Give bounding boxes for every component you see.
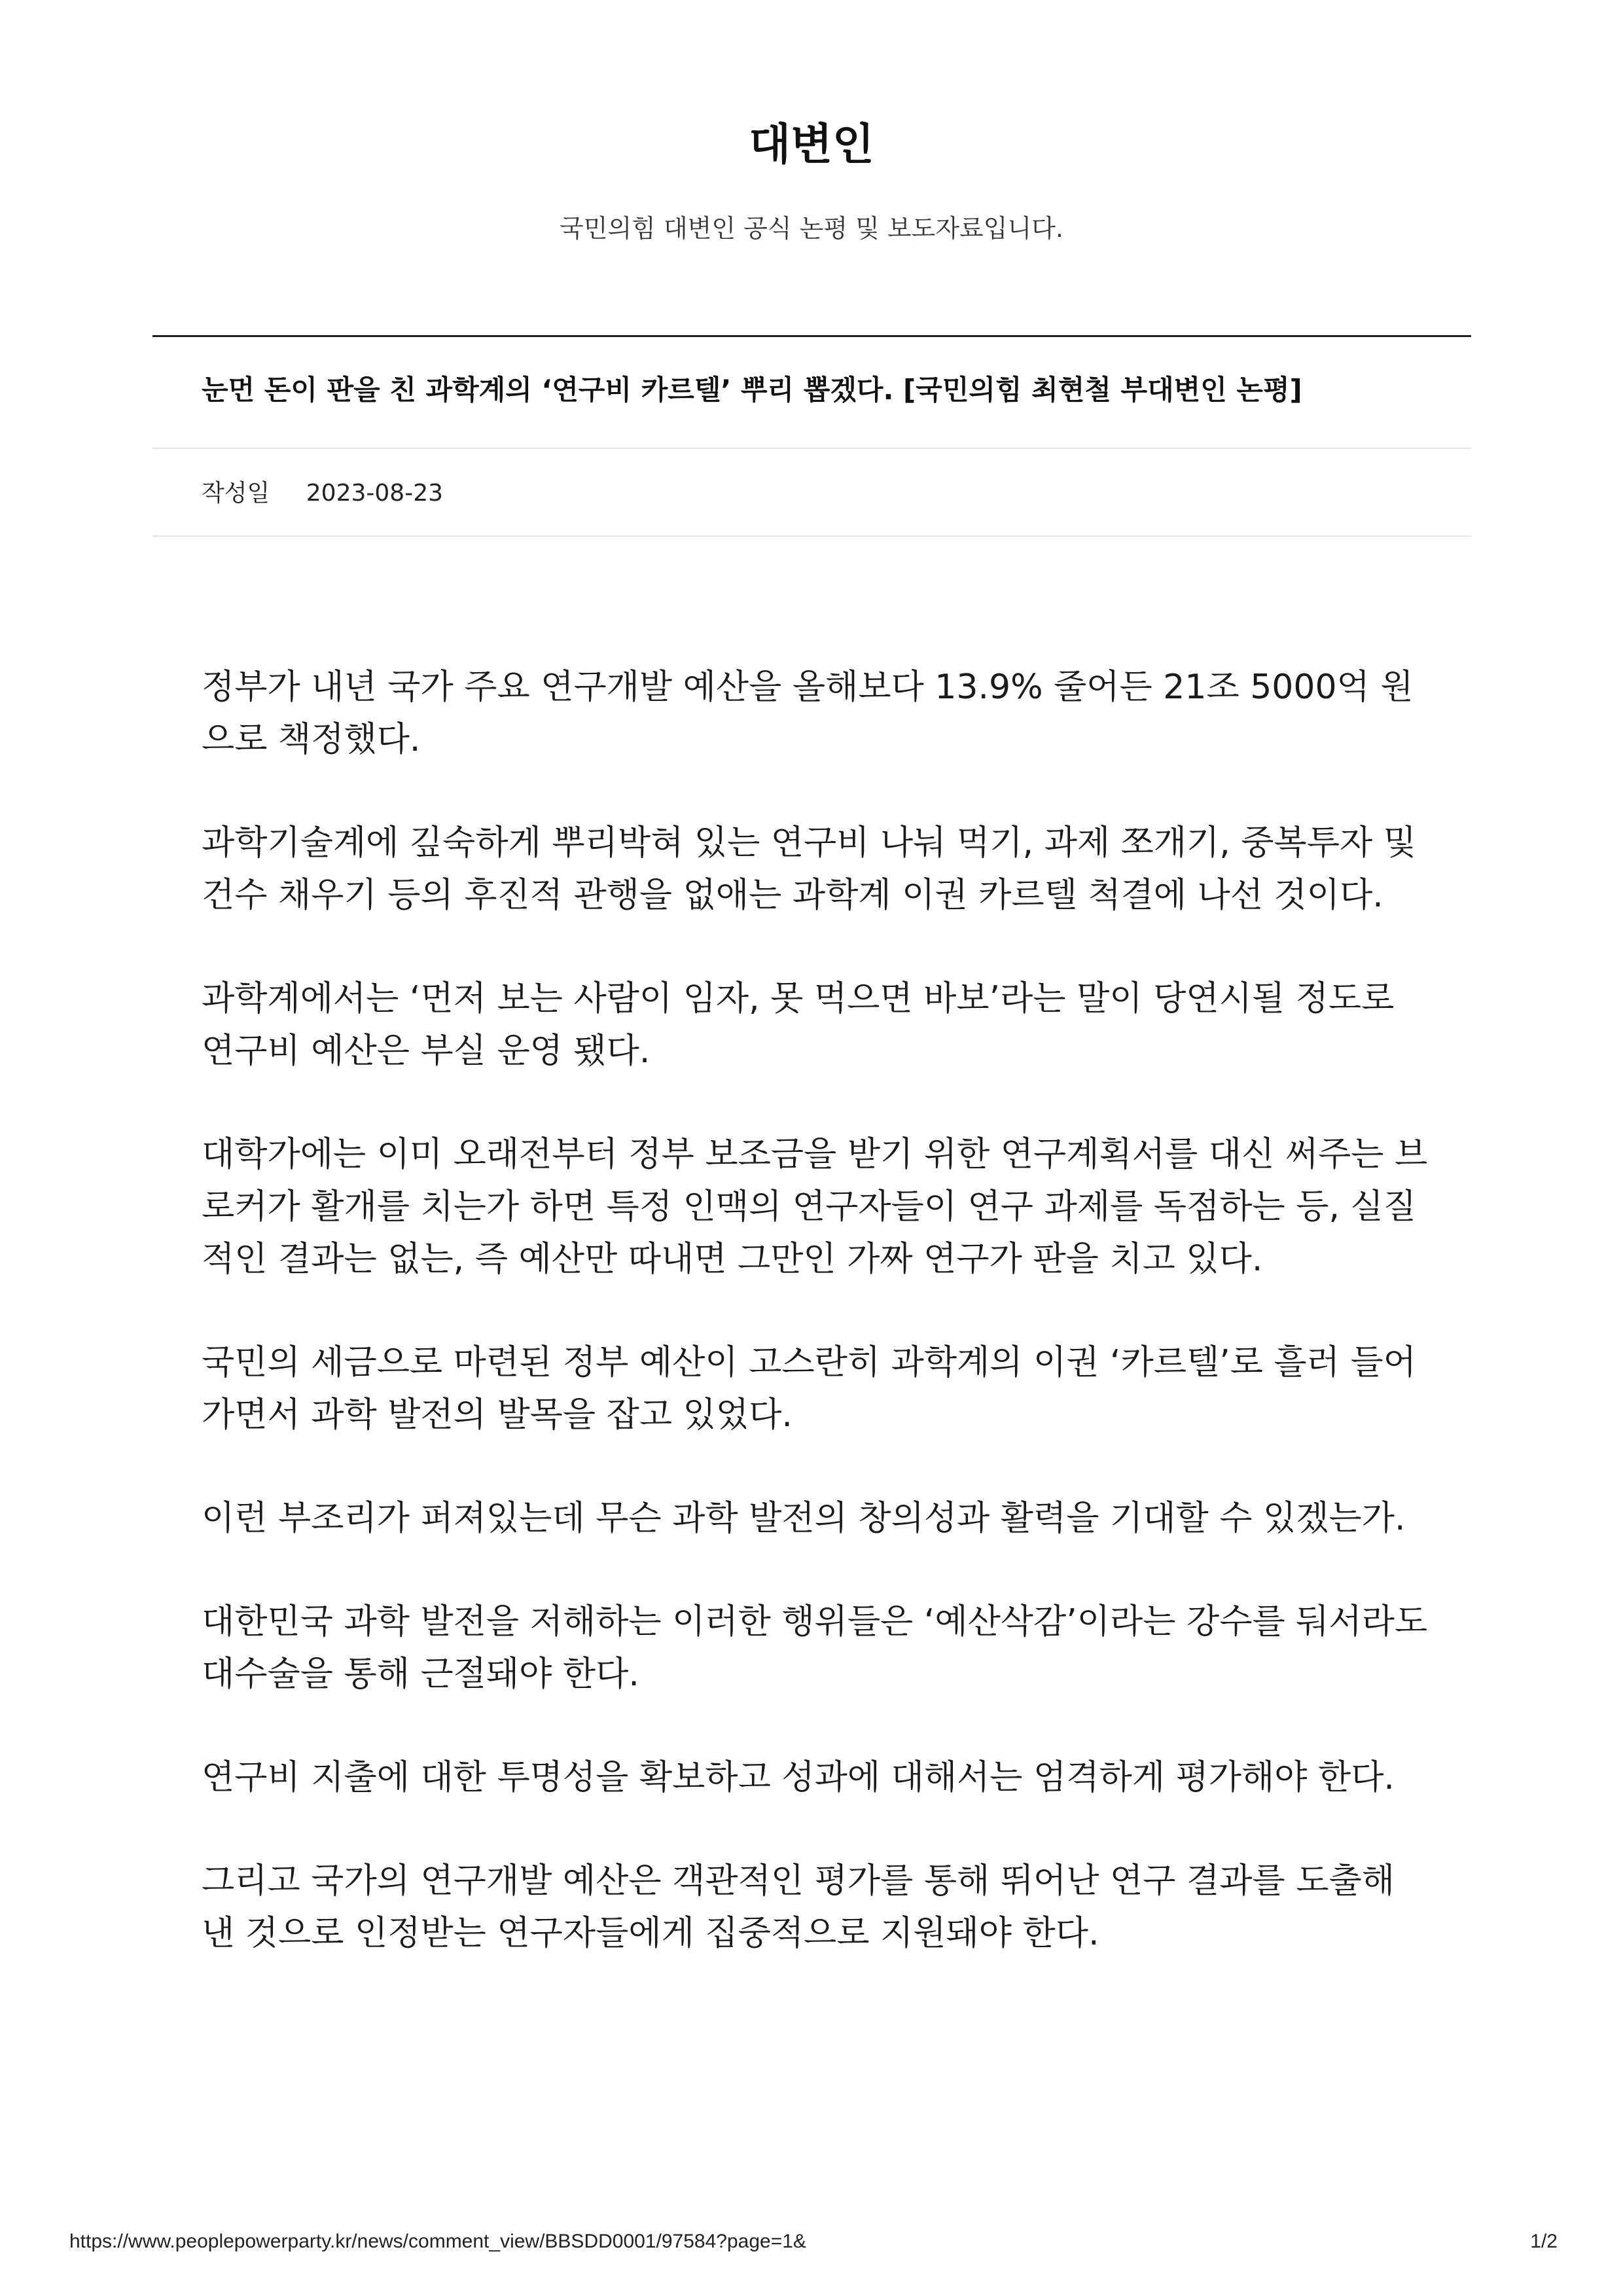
meta-divider <box>152 535 1471 537</box>
site-title: 대변인 <box>749 119 874 170</box>
footer-url: https://www.peoplepowerparty.kr/news/comment_view/BBSDD0001/97584?page=1& <box>69 2231 806 2252</box>
body-paragraph: 국민의 세금으로 마련된 정부 예산이 고스란히 과학계의 이권 ‘카르텔’로 흘러 들어가면서 과학 발전의 발목을 잡고 있었다. <box>202 1343 1417 1435</box>
page-number: 1/2 <box>1530 2231 1558 2252</box>
body-paragraph: 대한민국 과학 발전을 저해하는 이러한 행위들은 ‘예산삭감’이라는 강수를 둬서라도 대수술을 통해 근절돼야 한다. <box>202 1602 1428 1694</box>
body-paragraph: 이런 부조리가 퍼져있는데 무슨 과학 발전의 창의성과 활력을 기대할 수 있겠는가. <box>202 1499 1406 1538</box>
article-title: 눈먼 돈이 판을 친 과학계의 ‘연구비 카르텔’ 뿌리 뽑겠다. [국민의힘 최현철 부대변인 논평] <box>202 374 1302 406</box>
title-divider <box>152 448 1471 449</box>
date-value: 2023-08-23 <box>306 480 443 507</box>
body-paragraph: 연구비 지출에 대한 투명성을 확보하고 성과에 대해서는 엄격하게 평가해야 한다. <box>202 1758 1395 1797</box>
body-paragraph: 과학기술계에 깊숙하게 뿌리박혀 있는 연구비 나눠 먹기, 과제 쪼개기, 중복투자 및 건수 채우기 등의 후진적 관행을 없애는 과학계 이권 카르텔 척결에 나선 것이다. <box>202 823 1417 915</box>
date-label: 작성일 <box>202 480 270 507</box>
article-meta <box>202 478 443 509</box>
body-paragraph: 과학계에서는 ‘먼저 보는 사람이 임자, 못 먹으면 바보’라는 말이 당연시될 정도로 연구비 예산은 부실 운영 됐다. <box>202 979 1395 1071</box>
body-paragraph: 그리고 국가의 연구개발 예산은 객관적인 평가를 통해 뛰어난 연구 결과를 도출해 낸 것으로 인정받는 연구자들에게 집중적으로 지원돼야 한다. <box>202 1861 1395 1953</box>
article-body <box>202 661 1432 2011</box>
body-paragraph: 대학가에는 이미 오래전부터 정부 보조금을 받기 위한 연구계획서를 대신 써주는 브로커가 활개를 치는가 하면 특정 인맥의 연구자들이 연구 과제를 독점하는 등, 실질적인 결과는 없는, 즉 예산만 따내면 그만인 가짜 연구가 판을 치고 있다. <box>202 1135 1428 1279</box>
body-paragraph: 정부가 내년 국가 주요 연구개발 예산을 올해보다 13.9% 줄어든 21조 5000억 원으로 책정했다. <box>202 668 1414 759</box>
site-subtitle: 국민의힘 대변인 공식 논평 및 보도자료입니다. <box>560 214 1063 243</box>
header-divider <box>152 335 1471 337</box>
